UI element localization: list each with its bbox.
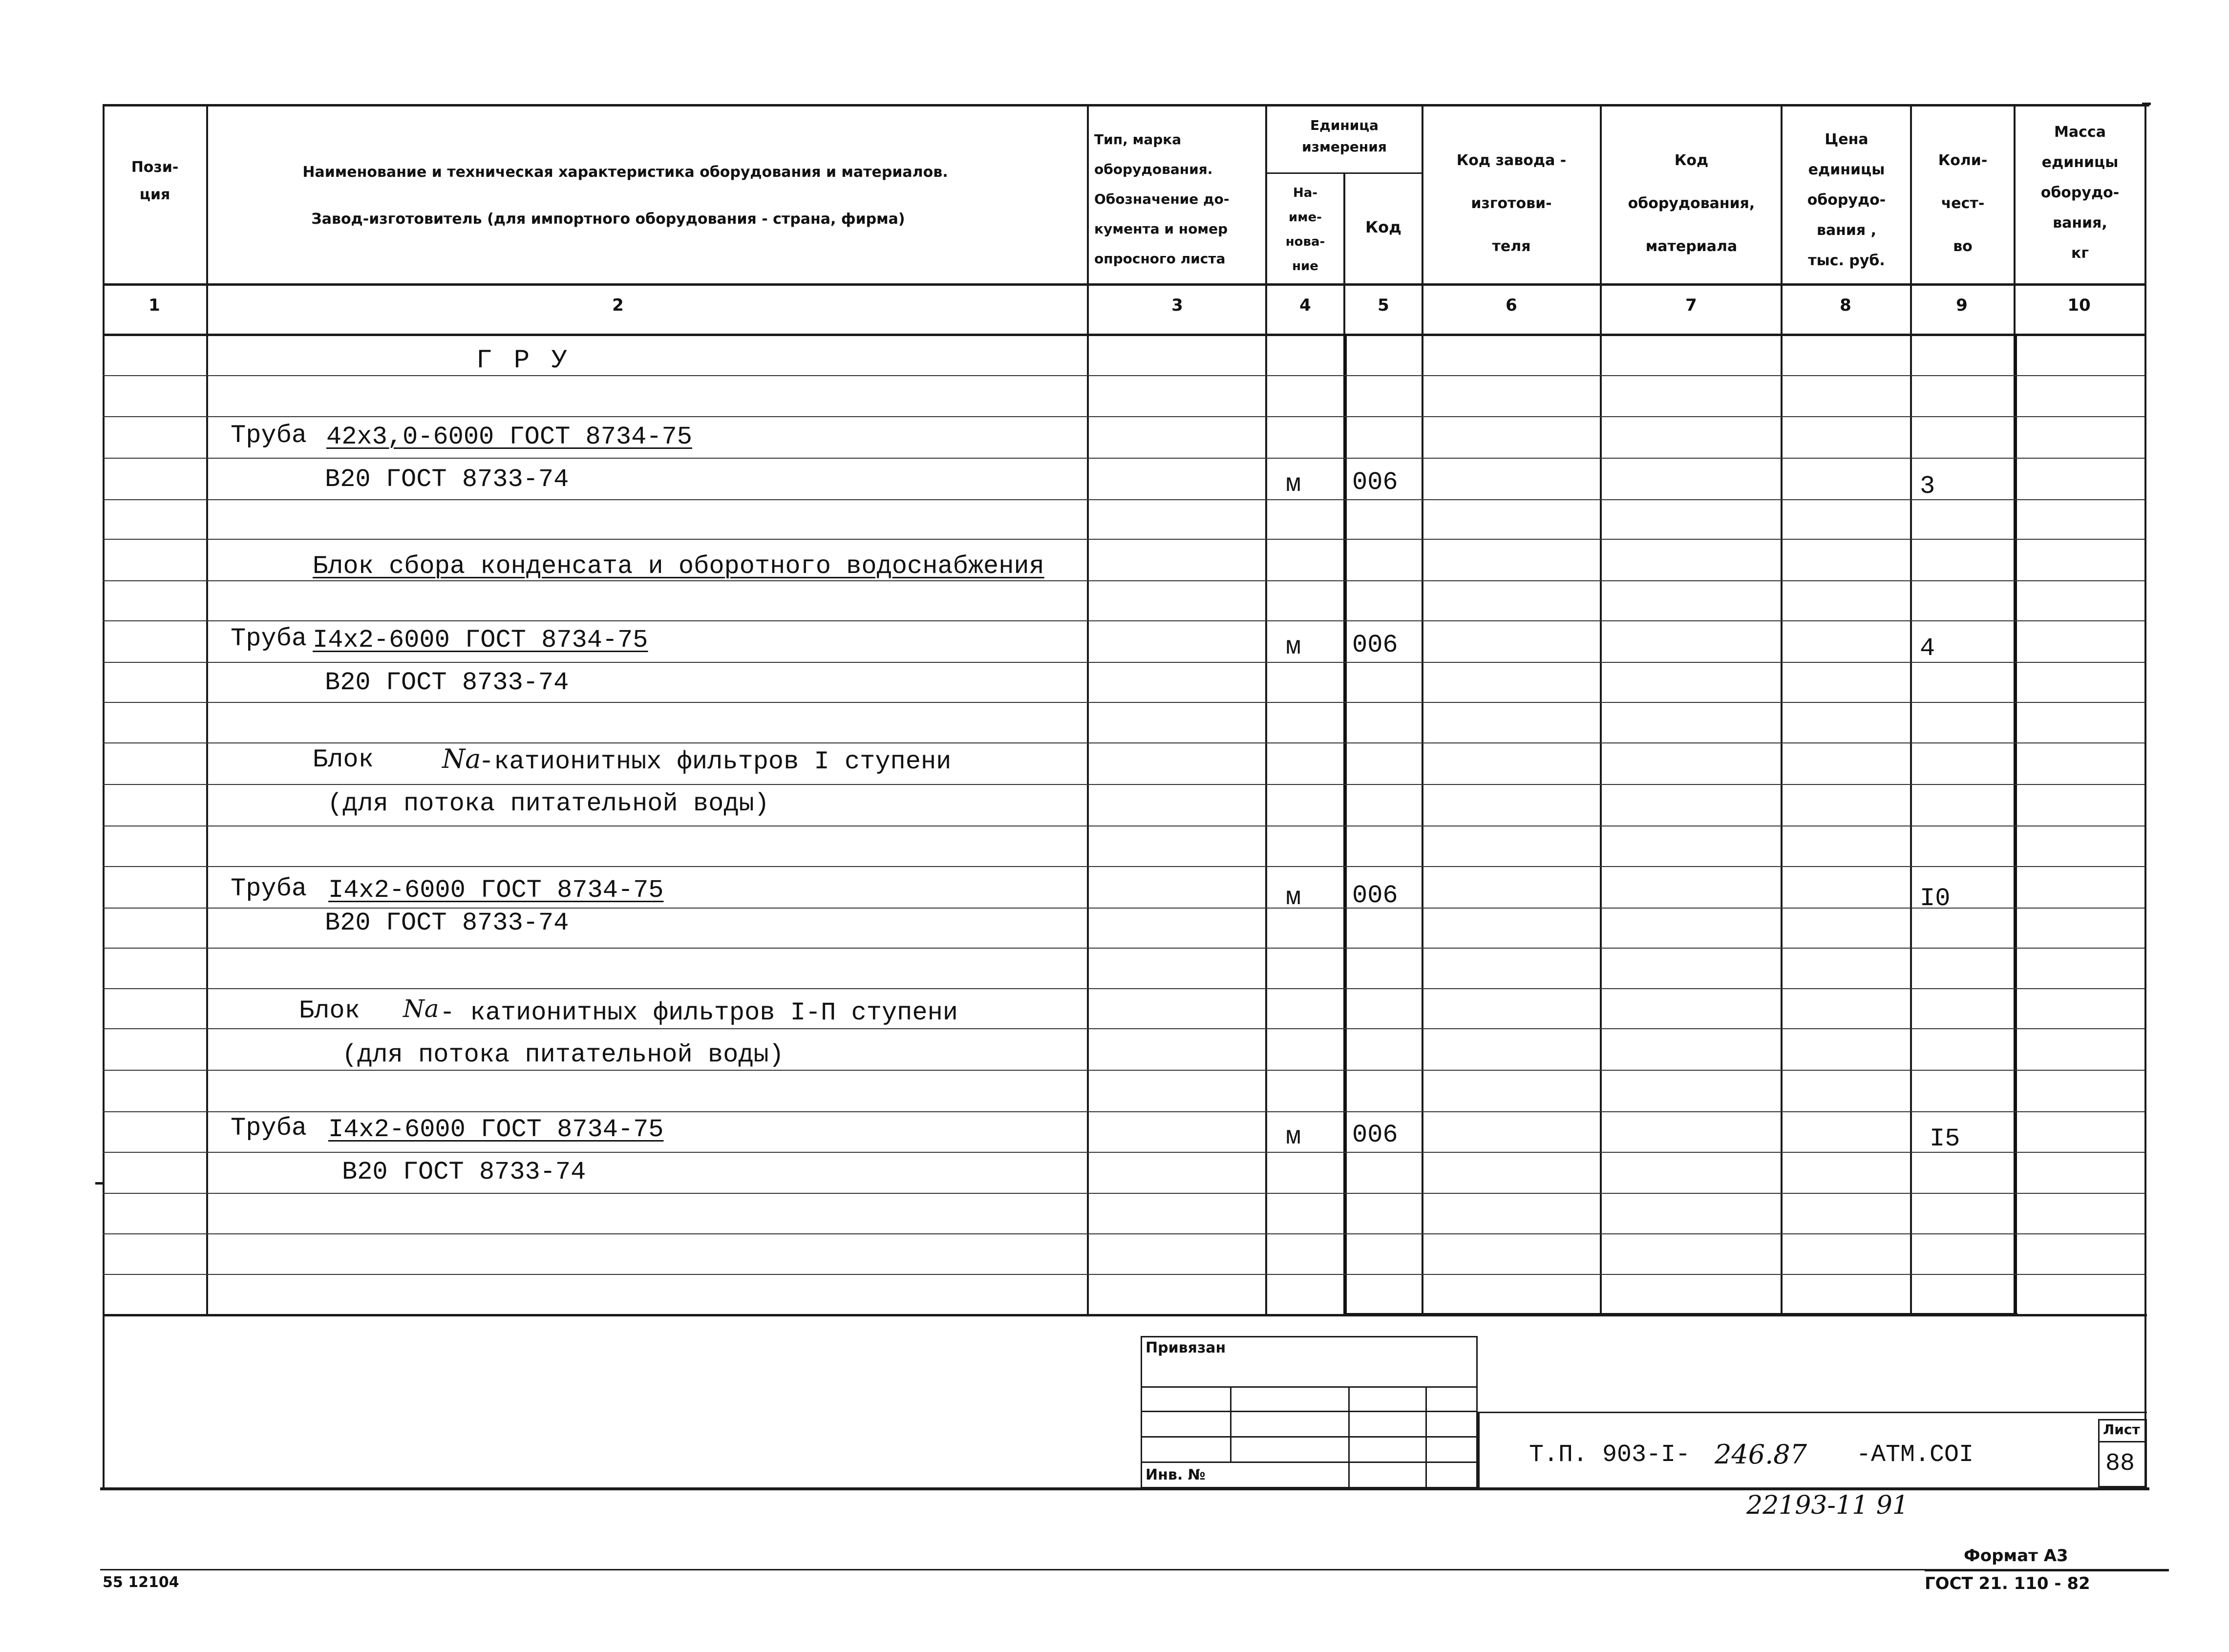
stamp-vline-3 (1425, 1386, 1427, 1488)
row-line-23 (103, 1274, 2144, 1275)
header-col9-line2: чест- (1941, 195, 1985, 212)
row1-code: 006 (1352, 468, 1398, 497)
row-line-8 (103, 662, 2144, 663)
colnum-10: 10 (2067, 296, 2091, 315)
header-col10-line4: вания, (2053, 214, 2107, 232)
stamp-line-4 (1141, 1461, 1478, 1463)
block3-title-b: - катионитных фильтров I-П ступени (440, 998, 958, 1027)
row2-qty: 4 (1920, 634, 1935, 663)
stamp-privyazan-box (1141, 1336, 1478, 1488)
row2-item: Труба (231, 624, 307, 653)
block3-na: Na (403, 995, 439, 1023)
row1-material: В20 ГОСТ 8733-74 (325, 465, 569, 494)
row-line-9 (103, 702, 2144, 703)
colnum-8: 8 (1840, 296, 1851, 315)
row3-material: В20 ГОСТ 8733-74 (325, 909, 569, 937)
row-line-10 (103, 742, 2144, 743)
colnum-1: 1 (149, 296, 160, 315)
header-col6-line2: изготови- (1471, 195, 1552, 212)
row-line-20 (103, 1152, 2144, 1153)
row-line-1 (103, 375, 2144, 376)
row-line-16 (103, 988, 2144, 989)
col-border-0 (103, 104, 105, 1489)
col-border-8 (1910, 104, 1912, 1315)
row1-item: Труба (231, 421, 307, 450)
header-col1-line1: Пози- (131, 159, 179, 176)
row-line-15 (103, 948, 2144, 949)
row3-unit: м (1286, 883, 1301, 912)
block1-title: Блок сбора конденсата и оборотного водоснабжения (313, 552, 1044, 581)
row-line-22 (103, 1233, 2144, 1234)
header-col10 (2016, 117, 2144, 269)
header-col4-line2: име- (1289, 210, 1322, 225)
header-col3-line5: опросного листа (1094, 251, 1226, 267)
doc-number-suffix: -АТМ.COI (1856, 1441, 1974, 1469)
row-line-7 (103, 620, 2144, 621)
colnum-6: 6 (1506, 296, 1517, 315)
handwritten-reg-number: 22193-11 91 (1746, 1491, 1909, 1520)
col-border-3 (1265, 104, 1267, 1315)
header-bottom-border (103, 283, 2144, 286)
col-border-10 (2144, 104, 2146, 1489)
row3-qty: I0 (1920, 884, 1951, 913)
row4-unit: м (1286, 1123, 1301, 1151)
doc-number-handwritten: 246.87 (1715, 1439, 1807, 1470)
header-col9 (1912, 139, 2013, 268)
stamp-line-3 (1141, 1436, 1478, 1438)
header-col3-line2: оборудования. (1094, 161, 1213, 177)
row4-qty: I5 (1930, 1124, 1960, 1153)
row-line-11 (103, 784, 2144, 785)
footer-rule-left (100, 1569, 1942, 1570)
colnum-3: 3 (1171, 296, 1183, 315)
sheet-box-divider (2098, 1441, 2147, 1442)
doc-number-prefix: Т.П. 903-I- (1529, 1441, 1691, 1469)
footer-rule-right (1925, 1569, 2169, 1571)
header-unit-line1: Единица (1310, 117, 1379, 133)
header-col4-line1: На- (1293, 186, 1318, 200)
thick-border-left (1343, 334, 1347, 1315)
row1-unit: м (1286, 470, 1301, 499)
table-top-border (103, 104, 2149, 106)
stamp-privyazan-label: Привязан (1146, 1339, 1226, 1356)
row1-qty: 3 (1920, 472, 1935, 501)
stamp-line-1 (1141, 1386, 1478, 1388)
col-border-1 (206, 104, 208, 1315)
row2-material: В20 ГОСТ 8733-74 (325, 668, 569, 697)
header-col8-line1: Цена (1825, 131, 1868, 148)
thick-border-right (2014, 334, 2017, 1315)
row4-material: В20 ГОСТ 8733-74 (342, 1158, 586, 1186)
colnum-9: 9 (1956, 296, 1968, 315)
header-col5-label: Код (1365, 218, 1401, 236)
header-col8-line5: тыс. руб. (1808, 252, 1885, 269)
block2-title-b: -катионитных фильтров I ступени (479, 747, 952, 776)
header-col4-line3: нова- (1285, 234, 1325, 249)
row2-spec: I4х2-6000 ГОСТ 8734-75 (313, 626, 648, 655)
header-col6-line1: Код завода - (1456, 152, 1567, 169)
edge-mark-top-right (2142, 103, 2151, 105)
row4-spec: I4х2-6000 ГОСТ 8734-75 (328, 1115, 664, 1144)
colnum-5: 5 (1378, 296, 1389, 315)
header-col8-line2: единицы (1808, 161, 1885, 178)
block2-title-c: (для потока питательной воды) (327, 789, 769, 818)
header-col3-line1: Тип, марка (1094, 131, 1182, 148)
stamp-vline-1 (1230, 1386, 1231, 1462)
header-col10-line5: кг (2071, 245, 2089, 262)
header-col7 (1602, 139, 1781, 268)
block3-title-a: Блок (299, 996, 360, 1025)
row3-spec: I4х2-6000 ГОСТ 8734-75 (328, 876, 664, 905)
block2-title-a: Блок (313, 745, 374, 774)
row-line-3 (103, 458, 2144, 459)
row-line-5 (103, 539, 2144, 540)
docno-left-border (1478, 1412, 1480, 1489)
header-col2-line2: Завод-изготовитель (для импортного оборудования - страна, фирма) (311, 211, 905, 228)
header-col6 (1423, 139, 1599, 268)
footer-format: Формат А3 (1964, 1546, 2068, 1566)
header-col3-line3: Обозначение до- (1094, 191, 1230, 207)
section-title-gru: Г Р У (476, 346, 571, 376)
row-line-13 (103, 866, 2144, 867)
header-col10-line1: Масса (2054, 124, 2106, 141)
col-border-5 (1422, 104, 1423, 1315)
header-unit-group (1267, 115, 1422, 158)
stamp-inv-label: Инв. № (1146, 1466, 1206, 1483)
header-col10-line3: оборудо- (2040, 184, 2120, 201)
sheet-label: Лист (2103, 1421, 2140, 1438)
row3-code: 006 (1352, 881, 1398, 910)
row2-unit: м (1286, 633, 1301, 661)
header-col5 (1345, 212, 1422, 242)
row-line-2 (103, 416, 2144, 417)
edge-mark-left (95, 1182, 104, 1185)
header-col7-line1: Код (1674, 152, 1709, 169)
col-border-6 (1600, 104, 1602, 1315)
footer-left-code: 55 12104 (103, 1574, 179, 1591)
row-line-18 (103, 1070, 2144, 1071)
sheet-number: 88 (2105, 1450, 2135, 1478)
stamp-vline-2 (1348, 1386, 1350, 1488)
col-border-2 (1087, 104, 1089, 1315)
footer-gost: ГОСТ 21. 110 - 82 (1925, 1574, 2090, 1593)
header-col7-line3: материала (1645, 238, 1738, 255)
header-col8-line4: вания , (1816, 222, 1877, 239)
row-line-19 (103, 1111, 2144, 1112)
row1-spec: 42х3,0-6000 ГОСТ 8734-75 (326, 423, 692, 451)
header-col4 (1267, 181, 1343, 278)
header-unit-line2: измерения (1302, 139, 1387, 155)
header-col1-line2: ция (139, 186, 170, 203)
docno-top-border (1478, 1412, 2147, 1413)
table-bottom-border (103, 1314, 2147, 1316)
header-col7-line2: оборудования, (1628, 195, 1755, 212)
block2-na: Na (442, 743, 481, 774)
header-col8-line3: оборудо- (1807, 191, 1886, 209)
header-col8 (1783, 125, 1910, 276)
row4-code: 006 (1352, 1121, 1398, 1149)
header-col4-line4: ние (1292, 259, 1318, 274)
col-border-7 (1781, 104, 1783, 1315)
header-col2-line1: Наименование и техническая характеристика оборудования и материалов. (302, 164, 948, 181)
header-col9-line3: во (1953, 238, 1973, 255)
colnum-bottom-border (103, 334, 2144, 336)
row-line-21 (103, 1193, 2144, 1194)
row3-item: Труба (231, 874, 307, 903)
header-col9-line1: Коли- (1938, 152, 1988, 169)
block3-title-c: (для потока питательной воды) (342, 1040, 784, 1069)
colnum-2: 2 (612, 296, 624, 315)
row-line-17 (103, 1028, 2144, 1029)
stamp-line-2 (1141, 1411, 1478, 1412)
header-col3 (1094, 125, 1263, 274)
row2-code: 006 (1352, 631, 1398, 659)
frame-bottom-border (100, 1487, 2149, 1490)
colnum-4: 4 (1299, 296, 1311, 315)
row4-item: Труба (231, 1114, 307, 1143)
header-col3-line4: кумента и номер (1094, 221, 1228, 237)
header-col10-line2: единицы (2041, 154, 2119, 171)
header-col6-line3: теля (1492, 238, 1531, 255)
row-line-4 (103, 499, 2144, 500)
colnum-7: 7 (1685, 296, 1697, 315)
header-col2 (210, 149, 1084, 243)
